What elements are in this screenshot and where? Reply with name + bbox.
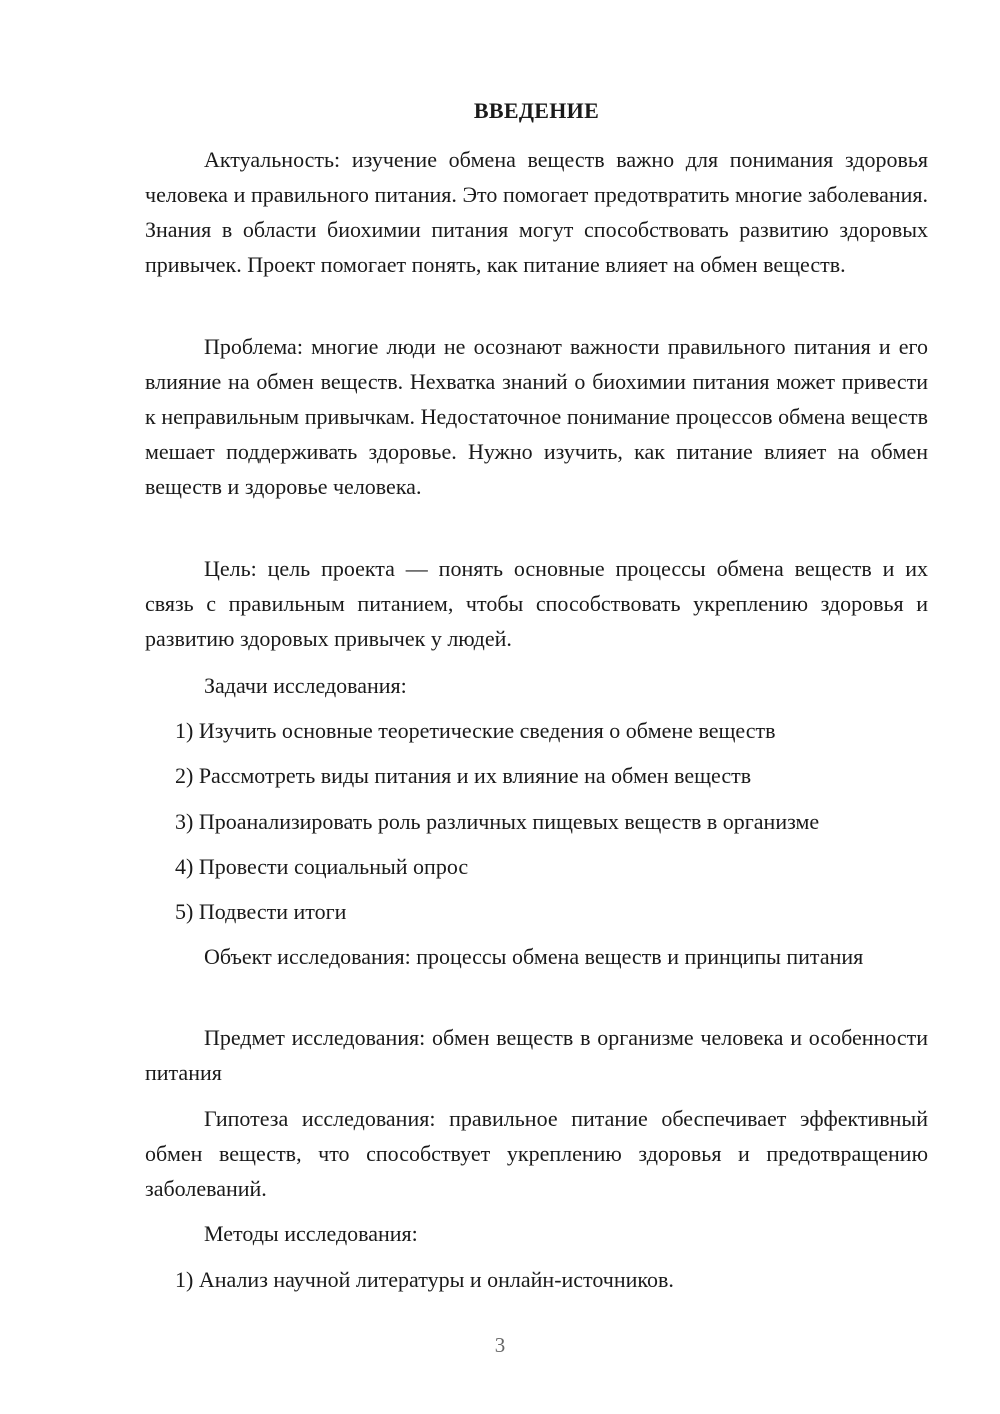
methods-heading: Методы исследования: xyxy=(204,1221,418,1246)
section-title: ВВЕДЕНИЕ xyxy=(473,98,600,123)
task-item: 2) Рассмотреть виды питания и их влияние на обмен веществ xyxy=(175,763,752,788)
task-item: 4) Провести социальный опрос xyxy=(175,854,469,879)
object-paragraph: Объект исследования: процессы обмена веществ и принципы питания xyxy=(204,944,864,969)
problem-paragraph: Проблема: многие люди не осознают важности правильного питания и его влияние на обмен веществ. Нехватка знаний о биохимии питания может привести к неправильным привычкам. Недостаточное понимание процессов обмена веществ мешает поддерживать здоровье. Нужно изучить, как питание влияет на обмен веществ и здоровье человека. xyxy=(145,334,928,499)
task-item: 5) Подвести итоги xyxy=(175,899,347,924)
goal-paragraph: Цель: цель проекта — понять основные процессы обмена веществ и их связь с правильным питанием, чтобы способствовать укреплению здоровья и развитию здоровых привычек у людей. xyxy=(145,556,928,651)
relevance-paragraph: Актуальность: изучение обмена веществ важно для понимания здоровья человека и правильного питания. Это помогает предотвратить многие заболевания. Знания в области биохимии питания могут способствовать развитию здоровых привычек. Проект помогает понять, как питание влияет на обмен веществ. xyxy=(145,147,928,277)
task-item: 1) Изучить основные теоретические сведения о обмене веществ xyxy=(175,718,776,743)
hypothesis-paragraph: Гипотеза исследования: правильное питание обеспечивает эффективный обмен веществ, что способствует укреплению здоровья и предотвращению заболеваний. xyxy=(145,1106,928,1201)
method-item: 1) Анализ научной литературы и онлайн-источников. xyxy=(175,1267,674,1292)
tasks-heading: Задачи исследования: xyxy=(204,673,407,698)
task-item: 3) Проанализировать роль различных пищевых веществ в организме xyxy=(175,809,820,834)
page-number: 3 xyxy=(494,1333,506,1357)
subject-paragraph: Предмет исследования: обмен веществ в организме человека и особенности питания xyxy=(145,1025,928,1085)
